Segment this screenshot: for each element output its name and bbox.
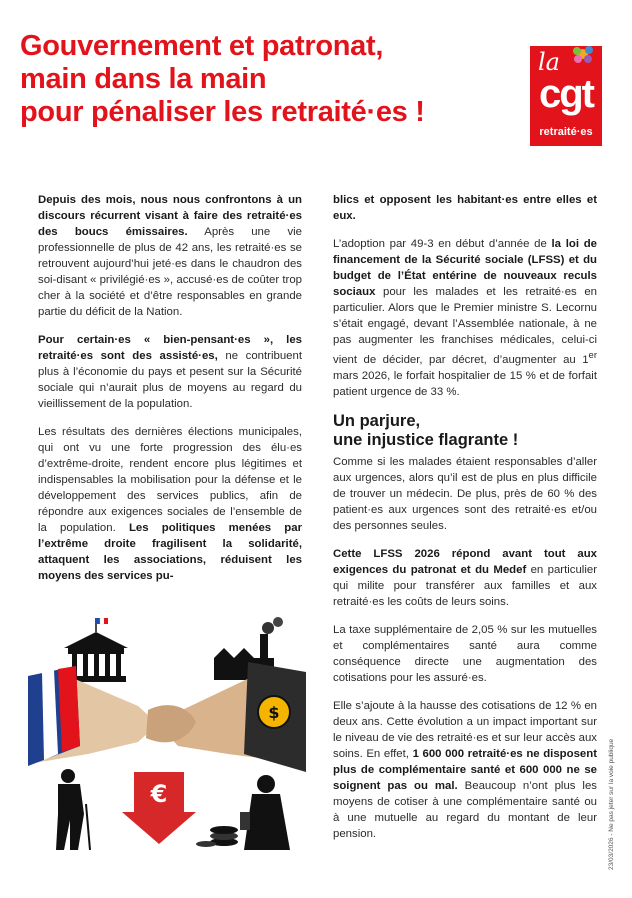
left-column <box>38 192 302 596</box>
dollar-gear-icon <box>258 696 290 728</box>
text: Les résultats des dernières élections municipales, qui ont vu une forte progression des élu·es d’extrême-droite, rendent encore plus légitimes et indispensables la mobilisation pour la défense et le développement des services publics, afin de répondre aux exigences sociales de l’ensemble de la population. <box>38 426 302 534</box>
title-line-1: Gouvernement et patronat, <box>20 30 384 62</box>
text: Après une vie professionnelle de plus de 42 ans, les retraité·es se retrouvent aujourd’hui jeté·es dans le chaudron des soi-disant « privilégié·es », accusé·es de coûter trop cher à la société et d’être responsables en grande partie du déficit de la Nation. <box>38 226 302 318</box>
bold-text: Pour certain·es « bien-pensant·es », les retraité·es sont des assisté·es, <box>38 334 302 362</box>
right-column <box>333 192 597 854</box>
paragraph <box>333 454 597 534</box>
paragraph <box>333 546 597 610</box>
paragraph <box>38 192 302 320</box>
text: Elle s’ajoute à la hausse des cotisations de 12 % en deux ans. Cette évolution a un impact important sur le niveau de vie des retraité·es et sur leur accès aux soins. En effet, <box>333 699 597 760</box>
paragraph <box>333 192 597 224</box>
heading-line-1: Un parjure, <box>333 411 421 430</box>
section-heading <box>333 412 597 450</box>
bold-text: blics et opposent les habitant·es entre elles et eux. <box>333 194 597 222</box>
text: La taxe supplémentaire de 2,05 % sur les mutuelles et complémentaires santé aura comme conséquence directe une augmentation des cotisations pour les assuré·es. <box>333 623 597 684</box>
svg-text:€: € <box>150 780 168 808</box>
text: en particulier qui milite pour transférer aux familles et aux retraité·es les coûts de leurs soins. <box>333 563 597 608</box>
logo-subtitle: retraité·es <box>539 126 593 138</box>
paragraph <box>333 698 597 842</box>
svg-text:$: $ <box>268 703 280 722</box>
bold-text: Depuis des mois, nous nous confrontons à un discours récurrent visant à faire des retraité·es des boucs émissaires. <box>38 194 302 238</box>
title-line-2: main dans la main <box>20 63 267 95</box>
text: L’adoption par 49-3 en début d’année de <box>333 238 552 250</box>
euro-arrow-icon <box>122 772 196 844</box>
handshake-illustration <box>28 614 306 850</box>
text: ne contribuent plus à l’économie du pays et pesent sur la Sécurité sociale qui n’aurait plus de moyens au regard du vieillissement de la population. <box>38 350 303 410</box>
flower-icon <box>568 42 598 72</box>
bold-text: Cette LFSS 2026 répond avant tout aux exigences du patronat et du Medef <box>333 547 597 576</box>
paragraph <box>333 236 597 400</box>
cgt-logo <box>530 46 602 146</box>
text: Beaucoup n’ont plus les moyens de cotiser à une complémentaire santé ou à une mutuelle au regard du montant de leur pension. <box>333 779 597 840</box>
bold-text: Les politiques menées par l’extrême droite fragilisent la solidarité, attaquent les associations, réduisent les moyens des services pu- <box>38 522 302 582</box>
page-title <box>20 30 520 129</box>
paragraph <box>38 424 302 584</box>
bold-text: 1 600 000 retraité·es ne disposent plus de complémentaire santé et 600 000 ne se soignent pas ou mal. <box>333 747 597 792</box>
coins-icon <box>196 826 238 847</box>
elderly-man-icon <box>56 769 90 850</box>
bold-text: la loi de financement de la Sécurité sociale (LFSS) et du budget de l’État entérine de nouveaux reculs sociaux <box>333 238 597 298</box>
logo-cgt: cgt <box>539 72 593 116</box>
logo-la: la <box>538 48 560 76</box>
text: mars 2026, le forfait hospitalier de 15 % et de forfait patient urgence de 33 %. <box>333 369 597 398</box>
paragraph <box>38 332 302 412</box>
heading-line-2: une injustice flagrante ! <box>333 430 519 449</box>
title-line-3: pour pénaliser les retraité·es ! <box>20 96 425 128</box>
text: Comme si les malades étaient responsables d’aller aux urgences, alors qu’il est de plus en plus difficile de trouver un médecin. De plus, près de 60 % des patient·es aux urgences sont des retraité·es et/ou des personnes seules. <box>333 455 597 532</box>
paragraph <box>333 622 597 686</box>
text: pour les malades et les retraité·es en particulier. Alors que le Premier ministre S. Lecornu s’était engagé, devant l’Assemblée nationale, à ne pas augmenter les franchises médicales, celui-ci vient de décider, par décret, d’augmenter au 1 <box>333 286 597 366</box>
superscript: er <box>588 350 597 361</box>
side-note: 23/03/2026 - Ne pas jeter sur la voie publique <box>608 738 615 870</box>
elderly-woman-icon <box>240 775 290 850</box>
